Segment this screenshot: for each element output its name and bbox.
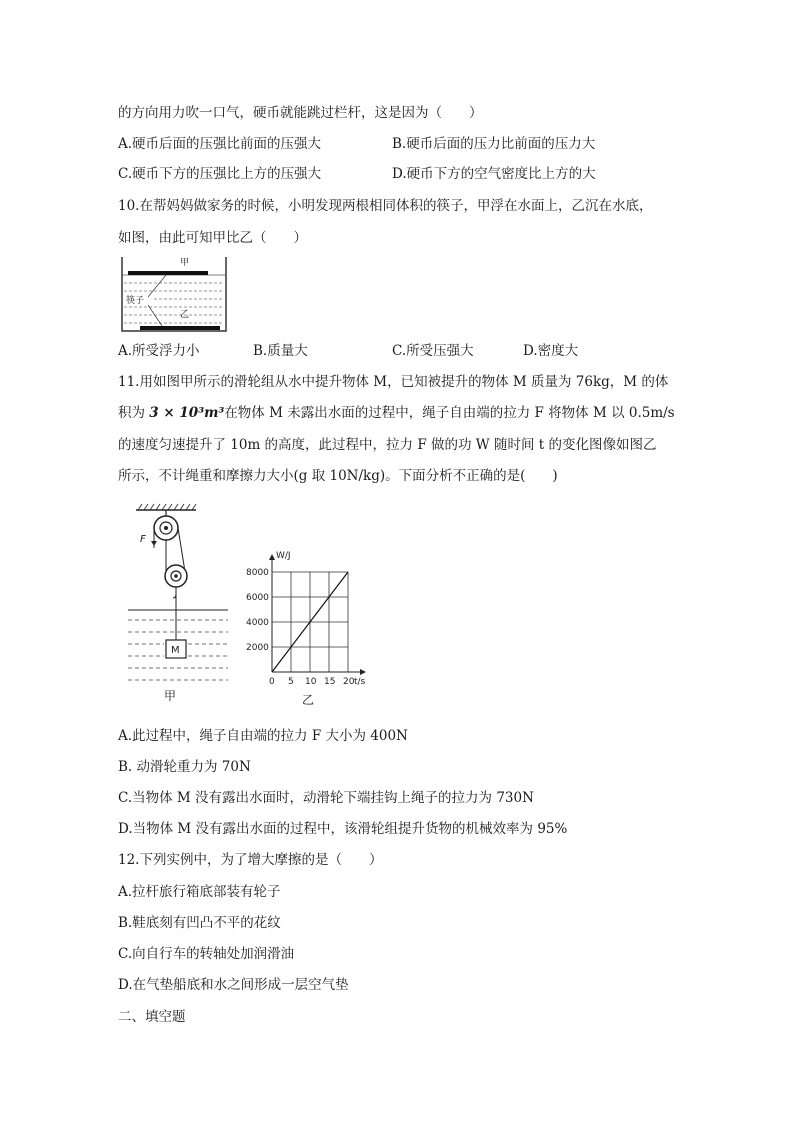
q12-stem: 12.下列实例中，为了增大摩擦的是（ ） [118,852,383,868]
y-axis-arrow [269,554,275,560]
label-F: F [140,534,146,545]
q9-option-d: D.硬币下方的空气密度比上方的大 [392,166,596,182]
y-tick-label: 4000 [246,618,269,628]
x-tick-label: 15 [324,677,336,687]
q11-stem-line3: 的速度匀速提升了 10m 的高度，此过程中，拉力 F 做的功 W 随时间 t 的变化图像如图乙 [118,437,657,453]
q10-stem-line1: 10.在帮妈妈做家务的时候，小明发现两根相同体积的筷子，甲浮在水面上，乙沉在水底， [118,198,653,214]
label-yi: 乙 [180,310,190,320]
y-axis-label: W/J [276,551,291,561]
q11-option-d: D.当物体 M 没有露出水面的过程中，该滑轮组提升货物的机械效率为 95% [118,821,568,837]
q11-option-c: C.当物体 M 没有露出水面时，动滑轮下端挂钩上绳子的拉力为 730N [118,790,534,806]
q11-stem-line1: 11.用如图甲所示的滑轮组从水中提升物体 M，已知被提升的物体 M 质量为 76kg，M 的体 [118,374,669,390]
x-tick-label: 10 [305,677,317,687]
q9-option-a: A.硬币后面的压强比前面的压强大 [118,136,322,152]
q11-option-a: A.此过程中，绳子自由端的拉力 F 大小为 400N [118,728,408,744]
y-tick-label: 6000 [246,593,269,603]
q9-option-c: C.硬币下方的压强比上方的压强大 [118,166,322,182]
x-axis-arrow [360,669,366,675]
floating-chopstick [128,271,208,275]
q10-stem-line2: 如图，由此可知甲比乙（ ） [118,230,307,246]
label-jia: 甲 [180,258,190,268]
q12-option-d: D.在气垫船底和水之间形成一层空气垫 [118,977,349,993]
q10-option-b: B.质量大 [253,343,308,359]
label-kuaizi: 筷子 [126,296,145,306]
q11-figure-pulley [124,502,234,702]
y-tick-label: 2000 [246,643,269,653]
q11-stem-line2 [118,404,675,422]
q10-option-d: D.密度大 [523,343,579,359]
label-M: M [171,645,180,656]
q10-option-c: C.所受压强大 [392,343,474,359]
caption-yi: 乙 [302,693,315,707]
q11-figure-graph [238,540,378,710]
x-axis-label: t/s [354,677,366,687]
sunken-chopstick [140,326,220,330]
q11-stem-line4: 所示，不计绳重和摩擦力大小(g 取 10N/kg)。下面分析不正确的是( ) [118,468,558,484]
q11-option-b: B. 动滑轮重力为 70N [118,759,251,775]
x-tick-label: 20 [343,677,355,687]
q10-option-a: A.所受浮力小 [118,343,200,359]
q12-option-a: A.拉杆旅行箱底部装有轮子 [118,884,281,900]
y-tick-label: 8000 [246,568,269,578]
origin-label: 0 [269,677,275,687]
q12-option-b: B.鞋底刻有凹凸不平的花纹 [118,915,281,931]
q11-volume-suffix: 在物体 M 未露出水面的过程中，绳子自由端的拉力 F 将物体 M 以 0.5m/s [224,405,675,421]
caption-jia: 甲 [164,689,177,702]
q9-stem-tail: 的方向用力吹一口气，硬币就能跳过栏杆，这是因为（ ） [118,105,483,121]
q11-volume-formula: 3 × 10³m³ [149,405,225,421]
q12-option-c: C.向自行车的转轴处加润滑油 [118,946,295,962]
q11-volume-prefix: 积为 [118,405,150,421]
q10-figure-chopsticks [118,253,230,335]
section-heading: 二、填空题 [118,1009,186,1025]
x-tick-label: 5 [288,677,294,687]
q9-option-b: B.硬币后面的压力比前面的压力大 [392,136,596,152]
